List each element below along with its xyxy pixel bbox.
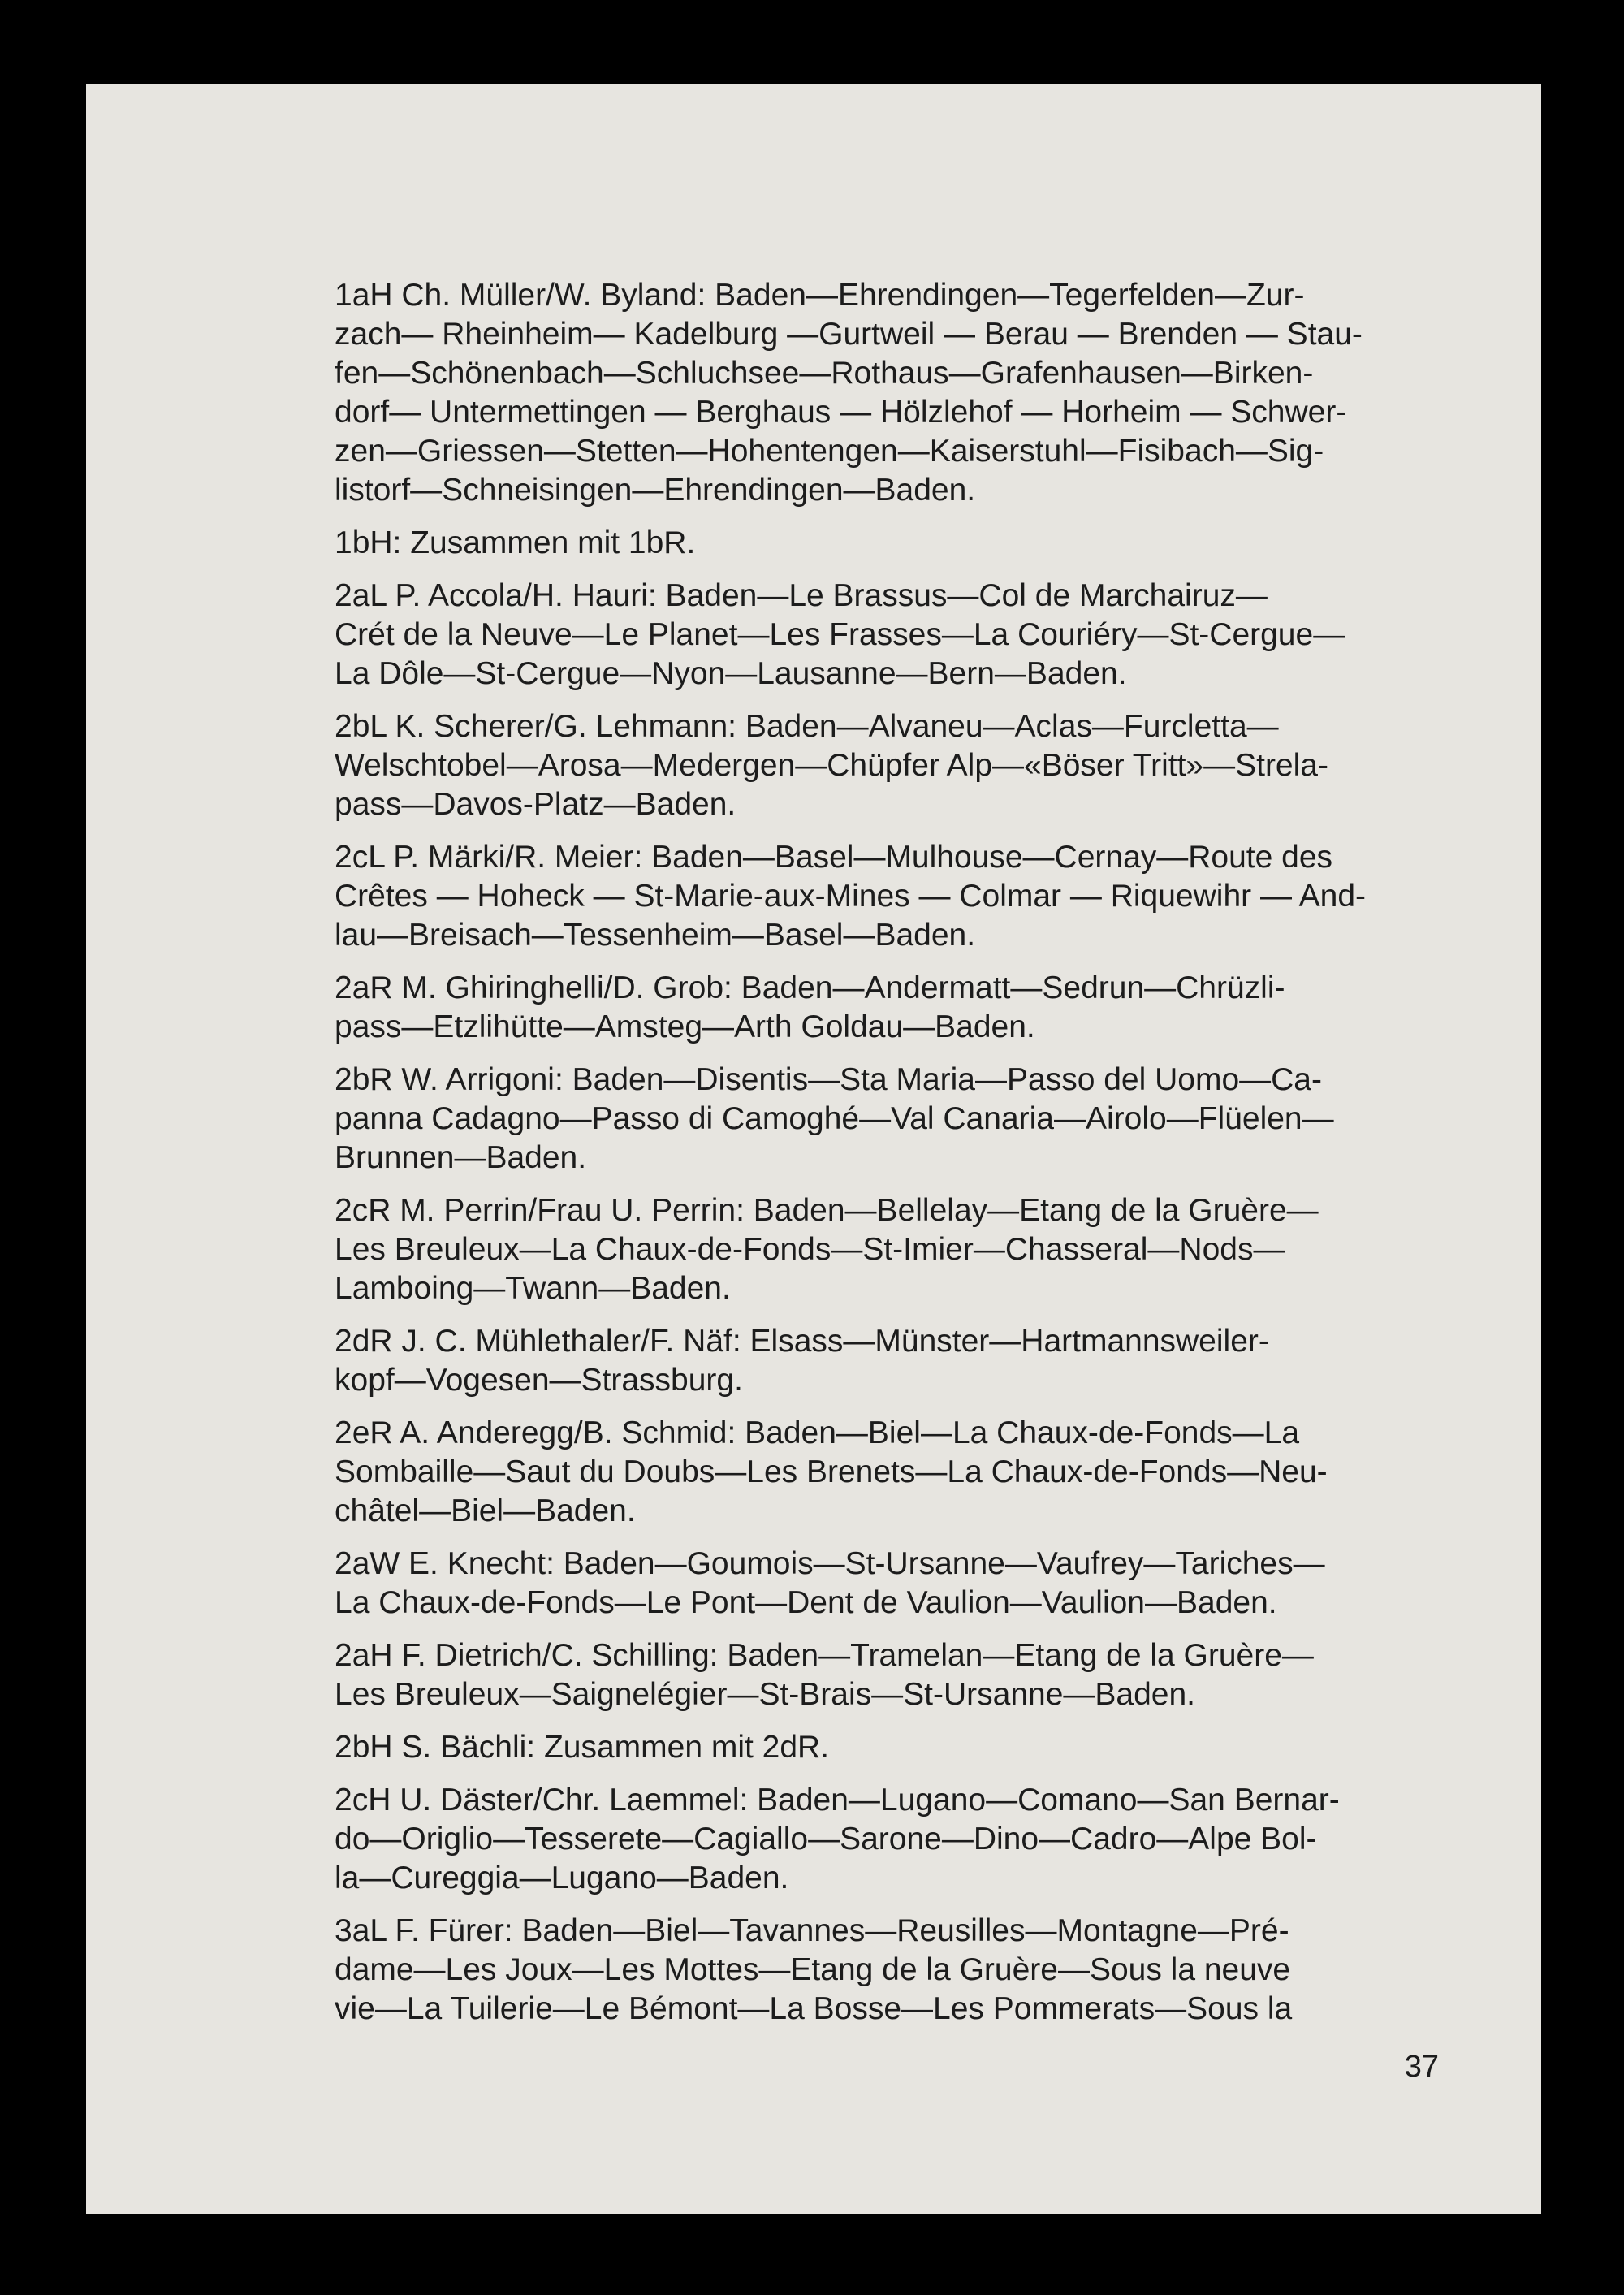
- route-list: [335, 276, 1523, 2042]
- route-entry-2bH: 2bH S. Bächli: Zusammen mit 2dR.: [335, 1730, 830, 1765]
- route-entry-1aH: 1aH Ch. Müller/W. Byland: Baden—Ehrendingen—Tegerfelden—Zur- zach— Rheinheim— Kadelburg —Gurtweil — Berau — Brenden — Stau- fen—Schönenbach—Schluchsee—Rothaus—Grafenhausen—Birken- dorf— Untermettingen — Berghaus — Hölzlehof — Horheim — Schwer- zen—Griessen—Stetten—Hohentengen—Kaiserstuhl—Fisibach—Sig- listorf—Schneisingen—Ehrendingen—Baden.: [335, 278, 1363, 508]
- route-entry-2bL: 2bL K. Scherer/G. Lehmann: Baden—Alvaneu—Aclas—Furcletta— Welschtobel—Arosa—Medergen—Chüpfer Alp—«Böser Tritt»—Strela- pass—Davos-Platz—Baden.: [335, 709, 1328, 822]
- route-entry-2dR: 2dR J. C. Mühlethaler/F. Näf: Elsass—Münster—Hartmannsweiler- kopf—Vogesen—Strassburg.: [335, 1324, 1269, 1398]
- route-entry-2cH: 2cH U. Däster/Chr. Laemmel: Baden—Lugano—Comano—San Bernar- do—Origlio—Tesserete—Cagiallo—Sarone—Dino—Cadro—Alpe Bol- la—Cureggia—Lugano—Baden.: [335, 1783, 1340, 1895]
- route-entry-2aW: 2aW E. Knecht: Baden—Goumois—St-Ursanne—Vaufrey—Tariches— La Chaux-de-Fonds—Le Pont—Dent de Vaulion—Vaulion—Baden.: [335, 1546, 1325, 1620]
- route-entry-3aL: 3aL F. Fürer: Baden—Biel—Tavannes—Reusilles—Montagne—Pré- dame—Les Joux—Les Mottes—Etang de la Gruère—Sous la neuve vie—La Tuilerie—Le Bémont—La Bosse—Les Pommerats—Sous la: [335, 1913, 1293, 2026]
- route-entry-2eR: 2eR A. Anderegg/B. Schmid: Baden—Biel—La Chaux-de-Fonds—La Sombaille—Saut du Doubs—Les Brenets—La Chaux-de-Fonds—Neu- châtel—Biel—Baden.: [335, 1415, 1328, 1528]
- route-entry-2aR: 2aR M. Ghiringhelli/D. Grob: Baden—Andermatt—Sedrun—Chrüzli- pass—Etzlihütte—Amsteg—Arth Goldau—Baden.: [335, 970, 1285, 1044]
- route-entry-2bR: 2bR W. Arrigoni: Baden—Disentis—Sta Maria—Passo del Uomo—Ca- panna Cadagno—Passo di Camoghé—Val Canaria—Airolo—Flüelen— Brunnen—Baden.: [335, 1062, 1334, 1175]
- document-page: [86, 84, 1541, 2214]
- route-entry-1bH: 1bH: Zusammen mit 1bR.: [335, 525, 696, 560]
- route-entry-2cL: 2cL P. Märki/R. Meier: Baden—Basel—Mulhouse—Cernay—Route des Crêtes — Hoheck — St-Marie-aux-Mines — Colmar — Riquewihr — And- lau—Breisach—Tessenheim—Basel—Baden.: [335, 840, 1367, 953]
- route-entry-2cR: 2cR M. Perrin/Frau U. Perrin: Baden—Bellelay—Etang de la Gruère— Les Breuleux—La Chaux-de-Fonds—St-Imier—Chasseral—Nods— Lamboing—Twann—Baden.: [335, 1193, 1319, 1306]
- page-number: 37: [1404, 2050, 1439, 2084]
- route-entry-2aL: 2aL P. Accola/H. Hauri: Baden—Le Brassus—Col de Marchairuz— Crét de la Neuve—Le Planet—Les Frasses—La Couriéry—St-Cergue— La Dôle—St-Cergue—Nyon—Lausanne—Bern—Baden.: [335, 578, 1345, 691]
- route-entry-2aH: 2aH F. Dietrich/C. Schilling: Baden—Tramelan—Etang de la Gruère— Les Breuleux—Saignelégier—St-Brais—St-Ursanne—Baden.: [335, 1638, 1314, 1712]
